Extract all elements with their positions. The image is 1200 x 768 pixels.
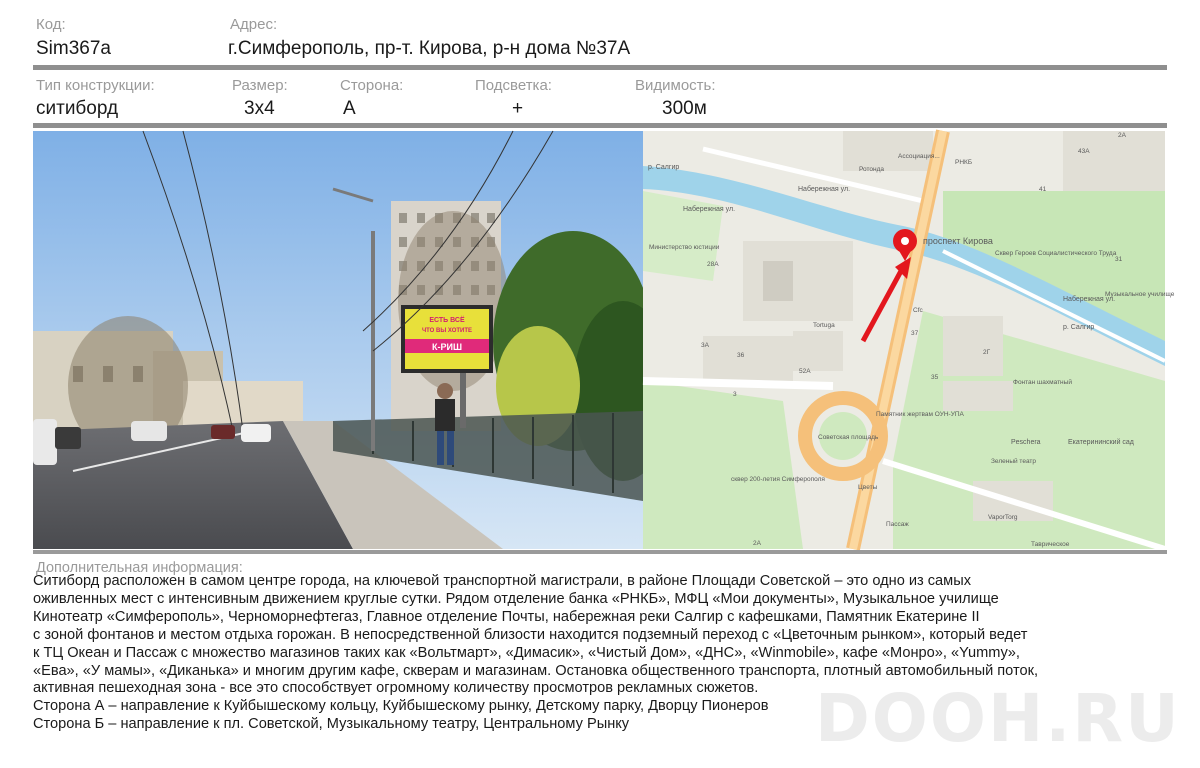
sovetskaya-label: Советская площадь xyxy=(818,434,879,441)
ekaterina-label: Екатерининский сад xyxy=(1068,439,1134,446)
info-line: Ситиборд расположен в самом центре города, на ключевой транспортной магистрали, в районе Площади Советской – это одно из самых xyxy=(33,573,971,589)
house-3a: 3А xyxy=(701,342,709,349)
location-photo xyxy=(33,131,643,549)
billboard-line2: ЧТО ВЫ ХОТИТЕ xyxy=(421,328,473,334)
house-36: 36 xyxy=(737,352,745,359)
house-28a: 28А xyxy=(707,261,719,268)
skver200-label: сквер 200-летия Симферополя xyxy=(731,476,825,483)
cfc-label: Cfc xyxy=(913,307,923,314)
rotonda-label: Ротонда xyxy=(859,166,885,173)
green-theatre-label: Зеленый театр xyxy=(991,458,1037,465)
watermark: DOOH.RU xyxy=(815,680,1181,757)
info-line: «Ева», «У мамы», «Диканька» и многим другим кафе, скверам и магазинам. Остановка общественного транспорта, плотный автомобильный поток, xyxy=(33,662,1039,679)
size-value: 3х4 xyxy=(244,98,275,119)
passazh-label: Пассаж xyxy=(886,521,909,528)
lighting-label: Подсветка: xyxy=(475,77,552,94)
marker-label: проспект Кирова xyxy=(923,236,993,246)
billboard-line1: ЕСТЬ ВСЁ xyxy=(429,317,465,324)
address-label: Адрес: xyxy=(230,16,278,33)
house-43a: 43А xyxy=(1078,148,1090,155)
naberezhnaya-label-2: Набережная ул. xyxy=(683,206,736,213)
ministry-label: Министерство юстиции xyxy=(649,244,720,251)
code-value: Sim367a xyxy=(36,38,111,59)
house-3: 3 xyxy=(733,391,737,398)
info-line: с зоной фонтанов и местом отдыха горожан. В непосредственной близости находится подземный переход с «Цветочным рынком», который ведет xyxy=(33,626,1028,643)
info-divider xyxy=(33,550,1167,554)
info-title: Дополнительная информация: xyxy=(36,560,243,576)
salgir-label-1: р. Салгир xyxy=(648,164,680,171)
side-label: Сторона: xyxy=(340,77,404,94)
heroes-label: Сквер Героев Социалистического Труда xyxy=(995,250,1117,257)
info-line: оживленных мест с интенсивным движением круглые сутки. Рядом отделение банка «РНКБ», МФЦ «Мои документы», Музыкальное училище xyxy=(33,590,999,607)
house-41: 41 xyxy=(1039,186,1047,193)
vaportorg-label: VaporTorg xyxy=(988,514,1018,521)
lighting-value: + xyxy=(512,98,524,119)
house-31: 31 xyxy=(1115,256,1123,263)
house-2g: 2Г xyxy=(983,349,991,356)
code-label: Код: xyxy=(36,16,66,33)
billboard-brand: К-РИШ xyxy=(431,342,463,352)
cvety-label: Цветы xyxy=(858,484,878,491)
side-value: А xyxy=(343,98,356,119)
monument-label: Памятник жертвам ОУН-УПА xyxy=(876,411,964,418)
specs-divider xyxy=(33,123,1167,128)
house-35: 35 xyxy=(931,374,939,381)
info-line: к ТЦ Океан и Пассаж с множество магазинов таких как «Вольтмарт», «Димасик», «Чистый Дом», «ДНС», «Winmobile», кафе «Монро», «Yummy», xyxy=(33,644,1020,661)
construction-type-value: ситиборд xyxy=(36,98,119,119)
construction-type-label: Тип конструкции: xyxy=(36,77,155,94)
info-line: Сторона Б – направление к пл. Советской, Музыкальному театру, Центральному Рынку xyxy=(33,716,630,733)
naberezhnaya-label-3: Набережная ул. xyxy=(1063,296,1116,303)
address-value: г.Симферополь, пр-т. Кирова, р-н дома №37А xyxy=(228,38,631,59)
location-map[interactable] xyxy=(643,131,1175,549)
visibility-value: 300м xyxy=(662,98,707,119)
header-divider xyxy=(33,65,1167,70)
naberezhnaya-label-1: Набережная ул. xyxy=(798,186,851,193)
peschera-label: Peschera xyxy=(1011,439,1041,446)
house-52a: 52А xyxy=(799,368,811,375)
visibility-label: Видимость: xyxy=(635,77,716,94)
info-line: активная пешеходная зона - все это способствует огромному количеству просмотров рекламных сюжетов. xyxy=(33,680,759,697)
associaciya-label: Ассоциация... xyxy=(898,153,940,160)
info-line: Кинотеатр «Симферополь», Черноморнефтегаз, Главное отделение Почты, набережная реки Салгир с кафешками, Памятник Екатерине II xyxy=(33,608,980,625)
house-37: 37 xyxy=(911,330,919,337)
music-school-label: Музыкальное училище xyxy=(1105,291,1175,298)
house-2a-bottom: 2А xyxy=(753,540,761,547)
tortuga-label: Tortuga xyxy=(813,322,835,329)
fountain-label: Фонтан шахматный xyxy=(1013,379,1072,386)
salgir-label-2: р. Салгир xyxy=(1063,324,1095,331)
tavricheskoe-label: Таврическое xyxy=(1031,541,1070,548)
size-label: Размер: xyxy=(232,77,288,94)
house-2a-top: 2А xyxy=(1118,132,1126,139)
rnkb-label: РНКБ xyxy=(955,159,973,166)
info-line: Сторона А – направление к Куйбышескому кольцу, Куйбышескому рынку, Детскому парку, Дворцу Пионеров xyxy=(33,698,769,715)
